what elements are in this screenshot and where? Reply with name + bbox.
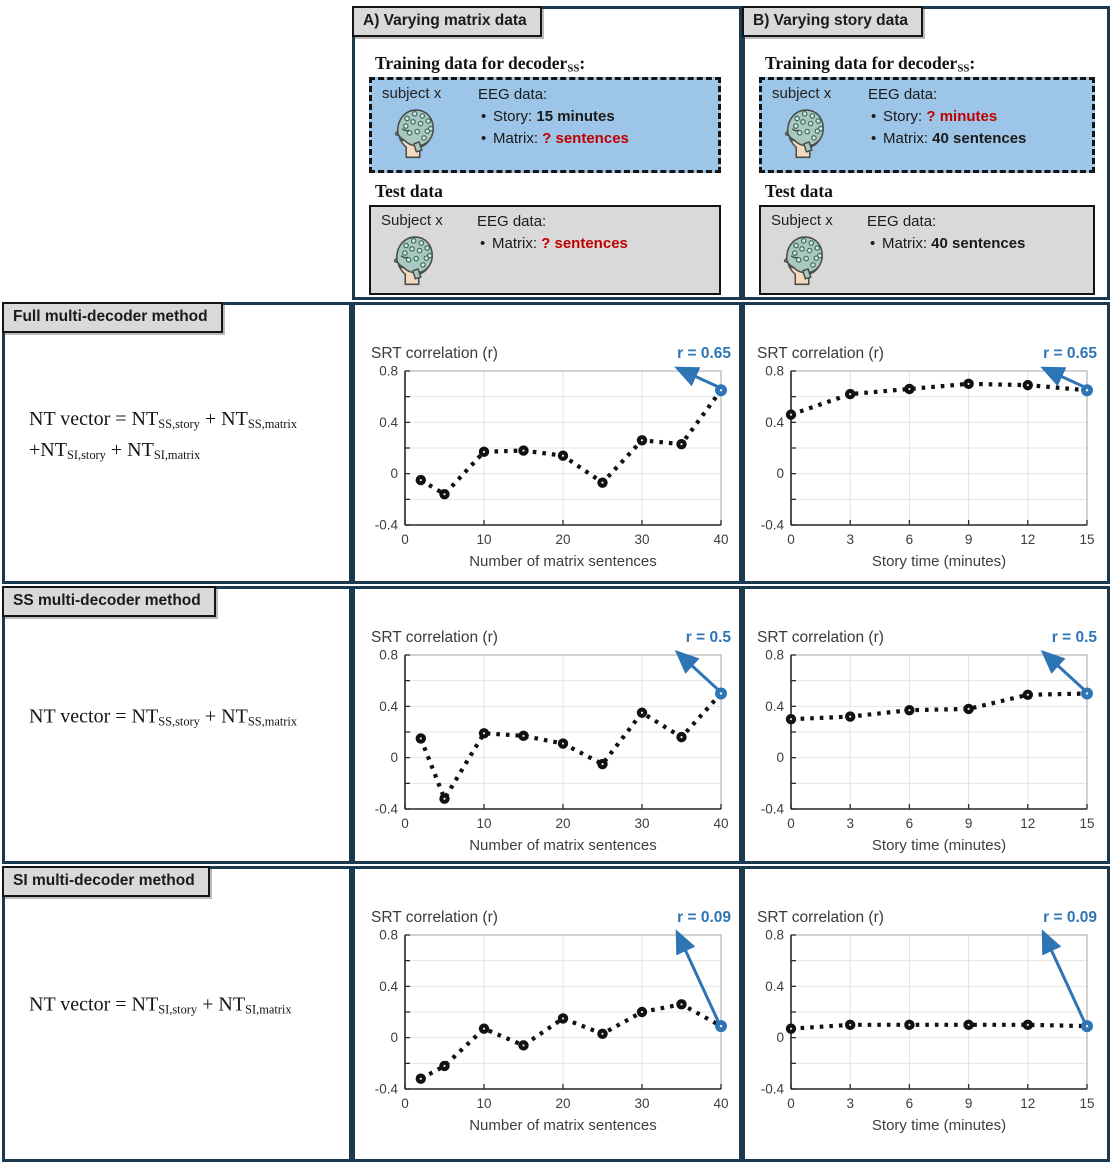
eeg-head-icon (775, 230, 829, 288)
svg-text:40: 40 (713, 816, 729, 831)
svg-text:0: 0 (390, 1030, 398, 1046)
eeg-bullet-list (477, 233, 709, 255)
svg-text:0.4: 0.4 (379, 978, 398, 994)
svg-text:10: 10 (476, 1096, 492, 1111)
chart-ss-story (751, 625, 1103, 867)
svg-text:30: 30 (634, 816, 650, 831)
svg-text:-0.4: -0.4 (760, 801, 784, 817)
chart-cell-ss-matrix (352, 586, 742, 864)
svg-text:0.8: 0.8 (765, 927, 784, 943)
training-data-title-b: Training data for decoderSS: (765, 53, 976, 75)
eeg-bullet: • Matrix: ? sentences (477, 233, 709, 255)
svg-text:0.4: 0.4 (765, 698, 784, 714)
eeg-data-title: EEG data: (477, 213, 547, 230)
svg-text:10: 10 (476, 816, 492, 831)
svg-text:3: 3 (846, 816, 854, 831)
svg-text:6: 6 (905, 532, 914, 547)
method-label-ss: SS multi-decoder method (2, 586, 216, 617)
subject-column (771, 212, 859, 288)
svg-text:r = 0.5: r = 0.5 (685, 629, 731, 646)
method-label-si: SI multi-decoder method (2, 866, 210, 897)
eeg-bullet: • Story: 15 minutes (478, 106, 708, 128)
svg-text:r = 0.09: r = 0.09 (1043, 909, 1097, 926)
svg-text:20: 20 (555, 816, 571, 831)
svg-text:-0.4: -0.4 (760, 1081, 784, 1097)
test-data-title-b: Test data (765, 181, 833, 201)
svg-text:12: 12 (1020, 532, 1036, 547)
svg-text:0: 0 (390, 466, 398, 482)
subject-label: Subject x (381, 212, 443, 229)
equation-full: NT vector = NTSS,story + NTSS,matrix +NTSI,story + NTSI,matrix (29, 407, 298, 462)
svg-text:6: 6 (905, 1096, 914, 1111)
svg-text:0.4: 0.4 (379, 698, 398, 714)
subject-label: subject x (772, 85, 832, 102)
subject-column (382, 85, 470, 165)
eeg-column (478, 85, 708, 165)
svg-text:9: 9 (964, 816, 973, 831)
eeg-column (868, 85, 1082, 165)
svg-text:0: 0 (787, 816, 795, 831)
svg-text:r = 0.5: r = 0.5 (1051, 629, 1097, 646)
chart-cell-full-matrix (352, 302, 742, 584)
chart-ss-matrix (365, 625, 737, 867)
svg-text:Number of matrix sentences: Number of matrix sentences (469, 1117, 657, 1134)
svg-text:0.8: 0.8 (379, 647, 398, 663)
svg-text:0: 0 (401, 1096, 409, 1111)
equation-ss: NT vector = NTSS,story + NTSS,matrix (29, 705, 298, 729)
chart-si-story (751, 905, 1103, 1147)
chart-cell-si-story (742, 866, 1110, 1162)
training-data-box-b (759, 77, 1095, 173)
svg-text:r = 0.09: r = 0.09 (677, 909, 731, 926)
eeg-head-icon (776, 103, 830, 161)
equation-si: NT vector = NTSI,story + NTSI,matrix (29, 993, 292, 1017)
svg-text:20: 20 (555, 1096, 571, 1111)
svg-text:0: 0 (776, 1030, 784, 1046)
subject-column (381, 212, 469, 288)
training-data-title-a: Training data for decoderSS: (375, 53, 586, 75)
eeg-bullet-list (868, 106, 1082, 150)
subject-column (772, 85, 860, 165)
subject-label: Subject x (771, 212, 833, 229)
chart-cell-si-matrix (352, 866, 742, 1162)
svg-text:9: 9 (964, 1096, 973, 1111)
svg-text:r = 0.65: r = 0.65 (1043, 345, 1097, 362)
svg-text:Number of matrix sentences: Number of matrix sentences (469, 553, 657, 570)
panel-b-title: B) Varying story data (742, 6, 923, 37)
svg-text:0.4: 0.4 (379, 414, 398, 430)
svg-text:0.8: 0.8 (765, 647, 784, 663)
subject-label: subject x (382, 85, 442, 102)
eeg-bullet: • Matrix: 40 sentences (868, 128, 1082, 150)
panel-b-header-cell (742, 6, 1110, 300)
svg-text:0.4: 0.4 (765, 414, 784, 430)
svg-text:12: 12 (1020, 1096, 1036, 1111)
svg-text:-0.4: -0.4 (760, 517, 784, 533)
svg-text:Story time (minutes): Story time (minutes) (871, 553, 1007, 570)
method-cell-si (2, 866, 352, 1162)
chart-cell-ss-story (742, 586, 1110, 864)
eeg-data-title: EEG data: (478, 86, 548, 103)
svg-text:0: 0 (401, 816, 409, 831)
eeg-bullet: • Matrix: 40 sentences (867, 233, 1083, 255)
svg-text:-0.4: -0.4 (374, 1081, 398, 1097)
eeg-column (477, 212, 709, 288)
svg-text:3: 3 (846, 532, 854, 547)
eeg-bullet: • Matrix: ? sentences (478, 128, 708, 150)
svg-text:30: 30 (634, 1096, 650, 1111)
eeg-bullet-list (867, 233, 1083, 255)
eeg-bullet-list (478, 106, 708, 150)
eeg-data-title: EEG data: (867, 213, 937, 230)
svg-text:0.8: 0.8 (379, 363, 398, 379)
svg-text:0: 0 (390, 750, 398, 766)
svg-text:15: 15 (1079, 1096, 1095, 1111)
svg-text:SRT correlation (r): SRT correlation (r) (371, 909, 498, 926)
svg-text:-0.4: -0.4 (374, 517, 398, 533)
eeg-column (867, 212, 1083, 288)
svg-text:0: 0 (787, 1096, 795, 1111)
svg-text:0: 0 (787, 532, 795, 547)
svg-text:40: 40 (713, 1096, 729, 1111)
svg-text:SRT correlation (r): SRT correlation (r) (757, 629, 884, 646)
chart-cell-full-story (742, 302, 1110, 584)
svg-text:0: 0 (401, 532, 409, 547)
svg-text:15: 15 (1079, 816, 1095, 831)
chart-full-matrix (365, 341, 737, 583)
svg-text:3: 3 (846, 1096, 854, 1111)
svg-text:0.8: 0.8 (765, 363, 784, 379)
eeg-head-icon (386, 103, 440, 161)
svg-text:6: 6 (905, 816, 914, 831)
chart-full-story (751, 341, 1103, 583)
method-cell-ss (2, 586, 352, 864)
test-data-title-a: Test data (375, 181, 443, 201)
svg-text:0.4: 0.4 (765, 978, 784, 994)
eeg-bullet: • Story: ? minutes (868, 106, 1082, 128)
svg-text:12: 12 (1020, 816, 1036, 831)
svg-text:20: 20 (555, 532, 571, 547)
svg-text:15: 15 (1079, 532, 1095, 547)
svg-text:Number of matrix sentences: Number of matrix sentences (469, 837, 657, 854)
svg-text:30: 30 (634, 532, 650, 547)
svg-text:0: 0 (776, 466, 784, 482)
eeg-data-title: EEG data: (868, 86, 938, 103)
svg-text:SRT correlation (r): SRT correlation (r) (757, 345, 884, 362)
panel-a-title: A) Varying matrix data (352, 6, 542, 37)
svg-text:r = 0.65: r = 0.65 (677, 345, 731, 362)
training-data-box-a (369, 77, 721, 173)
chart-si-matrix (365, 905, 737, 1147)
svg-text:SRT correlation (r): SRT correlation (r) (371, 629, 498, 646)
svg-text:10: 10 (476, 532, 492, 547)
svg-text:0: 0 (776, 750, 784, 766)
svg-text:-0.4: -0.4 (374, 801, 398, 817)
svg-text:9: 9 (964, 532, 973, 547)
test-data-box-b (759, 205, 1095, 295)
svg-text:SRT correlation (r): SRT correlation (r) (371, 345, 498, 362)
method-cell-full (2, 302, 352, 584)
svg-text:40: 40 (713, 532, 729, 547)
eeg-head-icon (385, 230, 439, 288)
method-label-full: Full multi-decoder method (2, 302, 223, 333)
test-data-box-a (369, 205, 721, 295)
svg-text:SRT correlation (r): SRT correlation (r) (757, 909, 884, 926)
svg-text:Story time (minutes): Story time (minutes) (871, 1117, 1007, 1134)
svg-text:0.8: 0.8 (379, 927, 398, 943)
svg-text:Story time (minutes): Story time (minutes) (871, 837, 1007, 854)
panel-a-header-cell (352, 6, 742, 300)
